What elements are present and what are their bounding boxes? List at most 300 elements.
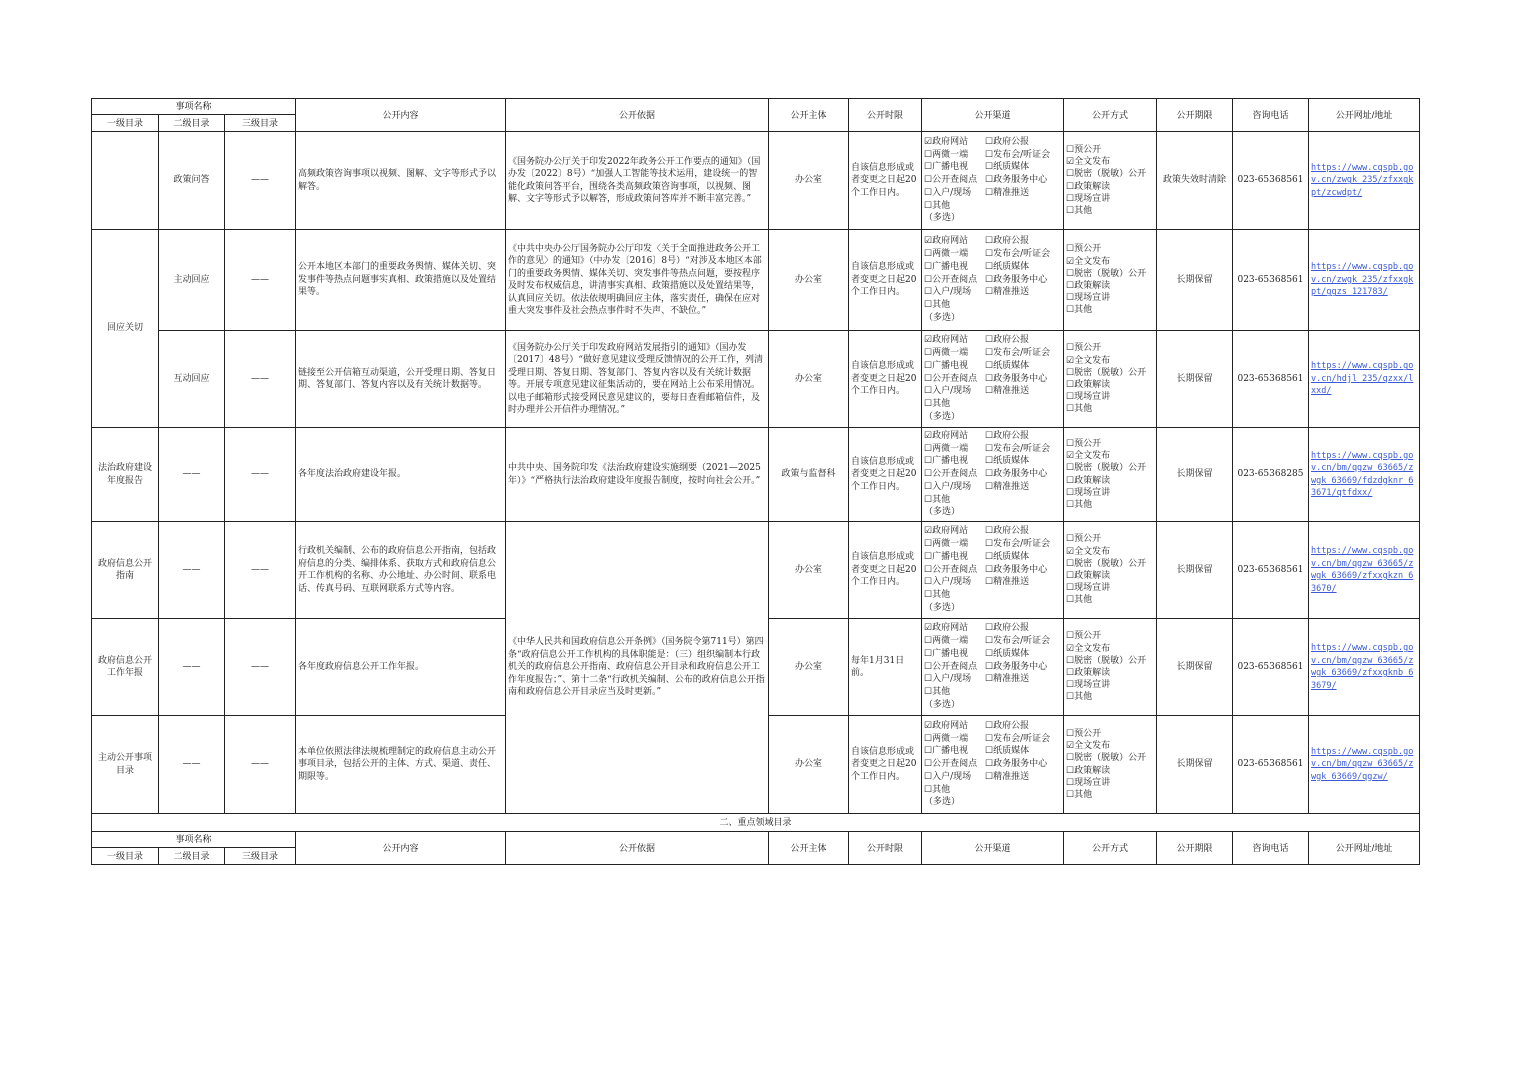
channel-option-service: [985, 564, 1047, 577]
channel-label: 政务服务中心: [993, 759, 1048, 770]
content-header: 公开内容: [296, 99, 506, 132]
checkbox-icon: ☐: [924, 360, 933, 371]
url-cell: [1309, 132, 1420, 230]
method-label: 预公开: [1074, 144, 1102, 155]
channel-label: 纸质媒体: [993, 360, 1030, 371]
method-option-pre: [1066, 144, 1154, 156]
method-label: 现场宣讲: [1074, 777, 1111, 788]
subject-header: 公开主体: [769, 99, 849, 132]
multi-select-note: （多选）: [924, 602, 961, 613]
time-limit-header: 公开时限: [849, 99, 922, 132]
channel-label: 精准推送: [993, 287, 1030, 298]
level1-cell: 政府信息公开工作年报: [92, 619, 159, 716]
checkbox-icon: ☐: [924, 386, 933, 397]
level2-cell: ——: [159, 716, 225, 814]
channel-label: 精准推送: [993, 481, 1030, 492]
channel-checklist: [924, 235, 1061, 325]
channel-label: 政府网站: [932, 526, 969, 537]
period-cell: 长期保留: [1157, 230, 1233, 331]
checkbox-icon: ☐: [985, 526, 994, 537]
period-cell: 长期保留: [1157, 522, 1233, 619]
channel-label: 其他: [932, 784, 951, 795]
channel-option-push: [985, 481, 1029, 494]
channel-label: 政府网站: [932, 720, 969, 731]
checkbox-icon: ☐: [985, 187, 994, 198]
channel-option-push: [985, 771, 1029, 784]
channel-option-paper: [985, 360, 1029, 373]
checked-box-icon: ☑: [1066, 451, 1075, 462]
checkbox-icon: ☐: [924, 494, 933, 505]
url-header: 公开网址/地址: [1309, 99, 1420, 132]
channel-label: 政府公报: [993, 236, 1030, 247]
checkbox-icon: ☐: [985, 539, 994, 549]
checked-box-icon: ☑: [1066, 157, 1075, 168]
channel-label: 两微一端: [932, 636, 969, 646]
channel-label: 公开查阅点: [932, 661, 978, 672]
time-limit-header: 公开时限: [849, 832, 922, 865]
checkbox-icon: ☐: [924, 784, 933, 795]
method-cell: [1064, 331, 1157, 428]
checkbox-icon: ☐: [924, 456, 933, 467]
channel-label: 两微一端: [932, 443, 969, 454]
channel-option-other: [924, 784, 1061, 797]
checkbox-icon: ☐: [1066, 463, 1075, 474]
channel-label: 发布会/听证会: [993, 149, 1051, 160]
method-label: 其他: [1074, 595, 1093, 606]
method-label: 现场宣讲: [1074, 392, 1111, 403]
channel-header: 公开渠道: [922, 832, 1064, 865]
channel-option-press: [985, 733, 1050, 746]
checkbox-icon: ☐: [1066, 777, 1075, 788]
checkbox-icon: ☐: [924, 539, 933, 549]
channel-option-paper: [985, 161, 1029, 174]
channel-label: 纸质媒体: [993, 648, 1030, 659]
channel-option-paper: [985, 551, 1029, 564]
method-option-desens: [1066, 462, 1154, 474]
method-label: 政策解读: [1074, 475, 1111, 486]
checkbox-icon: ☐: [1066, 765, 1075, 776]
channel-label: 政府网站: [932, 136, 969, 147]
channel-option-gov-gazette: [985, 235, 1029, 248]
channel-option-broadcast: [924, 551, 985, 564]
basis-cell: 《中共中央办公厅国务院办公厅印发〈关于全面推进政务公开工作的意见〉的通知》（中办发〔2016〕8号）“对涉及本地区本部门的重要政务舆情、媒体关切、突发事件等热点问题，要按程序及时发布权威信息，讲清事实真相、政策措施以及处置结果等，认真回应关切。依法依规明确回应主体，落实责任，确保在应对重大突发事件及社会热点事件时不失声、不缺位。”: [506, 230, 769, 331]
checkbox-icon: ☐: [1066, 343, 1075, 354]
method-option-full: [1066, 740, 1154, 752]
channel-option-service: [985, 373, 1047, 386]
phone-header: 咨询电话: [1233, 832, 1309, 865]
content-cell: 各年度法治政府建设年报。: [296, 428, 506, 522]
content-header: 公开内容: [296, 832, 506, 865]
checkbox-icon: ☐: [985, 386, 994, 397]
channel-option-paper: [985, 261, 1029, 274]
checkbox-icon: ☐: [924, 746, 933, 757]
subject-cell: 办公室: [769, 522, 849, 619]
channel-option-gov-gazette: [985, 334, 1029, 347]
channel-label: 精准推送: [993, 771, 1030, 782]
checkbox-icon: ☐: [1066, 728, 1075, 739]
method-label: 脱密（脱敏）公开: [1074, 655, 1147, 666]
channel-option-two-wei: [924, 538, 985, 551]
checkbox-icon: ☐: [985, 348, 994, 358]
channel-label: 发布会/听证会: [993, 733, 1051, 744]
channel-option-broadcast: [924, 455, 985, 468]
content-cell: 本单位依照法律法规梳理制定的政府信息主动公开事项目录，包括公开的主体、方式、渠道、责任、期限等。: [296, 716, 506, 814]
checkbox-icon: ☐: [924, 443, 933, 454]
channel-label: 公开查阅点: [932, 175, 978, 186]
checkbox-icon: ☐: [985, 249, 994, 259]
channel-label: 公开查阅点: [932, 373, 978, 384]
table-row: [92, 428, 1420, 522]
checked-box-icon: ☑: [1066, 355, 1075, 366]
method-header: 公开方式: [1064, 832, 1157, 865]
method-option-desens: [1066, 752, 1154, 764]
channel-option-reading: [924, 174, 985, 187]
channel-label: 两微一端: [932, 348, 969, 358]
channel-option-onsite: [924, 771, 985, 784]
channel-label: 政务服务中心: [993, 661, 1048, 672]
section-title: 二、重点领域目录: [92, 814, 1420, 832]
method-option-pre: [1066, 342, 1154, 354]
time-limit-cell: 自该信息形成或者变更之日起20个工作日内。: [849, 331, 922, 428]
method-label: 脱密（脱敏）公开: [1074, 463, 1147, 474]
checkbox-icon: ☐: [1066, 392, 1075, 403]
channel-label: 纸质媒体: [993, 746, 1030, 757]
checkbox-icon: ☐: [1066, 595, 1075, 606]
channel-label: 两微一端: [932, 249, 969, 259]
checkbox-icon: ☐: [1066, 583, 1075, 594]
channel-label: 政府公报: [993, 136, 1030, 147]
method-option-pre: [1066, 438, 1154, 450]
level2-cell: ——: [159, 428, 225, 522]
method-label: 政策解读: [1074, 380, 1111, 390]
subject-cell: 政策与监督科: [769, 428, 849, 522]
channel-option-gov-gazette: [985, 430, 1029, 443]
method-label: 现场宣讲: [1074, 193, 1111, 204]
level1-cell: 政府信息公开指南: [92, 522, 159, 619]
period-cell: 长期保留: [1157, 716, 1233, 814]
channel-option-two-wei: [924, 443, 985, 456]
channel-label: 其他: [932, 200, 951, 211]
channel-option-onsite: [924, 286, 985, 299]
checkbox-icon: ☐: [985, 287, 994, 298]
checkbox-icon: ☐: [985, 469, 994, 480]
channel-label: 政务服务中心: [993, 274, 1048, 285]
channel-label: 公开查阅点: [932, 759, 978, 770]
method-option-onsite: [1066, 391, 1154, 403]
checkbox-icon: ☐: [1066, 475, 1075, 486]
bottom-header-row: [92, 832, 1420, 848]
subject-cell: 办公室: [769, 716, 849, 814]
channel-option-press: [985, 347, 1050, 360]
channel-option-two-wei: [924, 347, 985, 360]
method-cell: [1064, 716, 1157, 814]
method-option-interp: [1066, 280, 1154, 292]
channel-label: 精准推送: [993, 187, 1030, 198]
method-option-full: [1066, 546, 1154, 558]
checkbox-icon: ☐: [1066, 193, 1075, 204]
channel-option-onsite: [924, 187, 985, 200]
checkbox-icon: ☐: [985, 648, 994, 659]
method-option-interp: [1066, 765, 1154, 777]
checkbox-icon: ☐: [1066, 571, 1075, 581]
content-cell: 各年度政府信息公开工作年报。: [296, 619, 506, 716]
channel-cell: [922, 428, 1064, 522]
checkbox-icon: ☐: [1066, 558, 1075, 569]
checkbox-icon: ☐: [924, 636, 933, 646]
method-option-pre: [1066, 630, 1154, 642]
basis-cell: 中共中央、国务院印发《法治政府建设实施纲要（2021—2025年）》“严格执行法治政府建设年度报告制度，按时向社会公开。”: [506, 428, 769, 522]
checked-box-icon: ☑: [924, 335, 933, 346]
channel-option-service: [985, 468, 1047, 481]
level1-cell: 法治政府建设年度报告: [92, 428, 159, 522]
checkbox-icon: ☐: [985, 175, 994, 186]
channel-option-onsite: [924, 673, 985, 686]
checkbox-icon: ☐: [1066, 404, 1075, 415]
channel-label: 广播电视: [932, 162, 969, 173]
channel-label: 精准推送: [993, 577, 1030, 588]
checkbox-icon: ☐: [1066, 380, 1075, 390]
channel-label: 政务服务中心: [993, 373, 1048, 384]
channel-option-onsite: [924, 576, 985, 589]
channel-label: 公开查阅点: [932, 274, 978, 285]
time-limit-cell: 自该信息形成或者变更之日起20个工作日内。: [849, 230, 922, 331]
checkbox-icon: ☐: [985, 136, 994, 147]
checkbox-icon: ☐: [924, 661, 933, 672]
level2-header: 二级目录: [159, 115, 225, 132]
subject-cell: 办公室: [769, 331, 849, 428]
checked-box-icon: ☑: [924, 136, 933, 147]
method-option-other: [1066, 691, 1154, 703]
checkbox-icon: ☐: [924, 759, 933, 770]
checked-box-icon: ☑: [1066, 741, 1075, 752]
period-header: 公开期限: [1157, 99, 1233, 132]
checkbox-icon: ☐: [1066, 205, 1075, 216]
channel-cell: [922, 132, 1064, 230]
channel-label: 公开查阅点: [932, 469, 978, 480]
channel-option-reading: [924, 564, 985, 577]
disclosure-url-link[interactable]: https://www.cqspb.gov.cn/zwgk_235/zfxxgkpt/ggzs_121783/: [1311, 262, 1414, 298]
checked-box-icon: ☑: [1066, 256, 1075, 267]
section-row: [92, 814, 1420, 832]
checkbox-icon: ☐: [985, 674, 994, 685]
method-option-other: [1066, 499, 1154, 511]
method-option-desens: [1066, 168, 1154, 180]
level1-cell: 主动公开事项目录: [92, 716, 159, 814]
channel-option-press: [985, 149, 1050, 162]
channel-option-other: [924, 398, 1061, 411]
channel-label: 广播电视: [932, 261, 969, 272]
channel-checklist: [924, 720, 1061, 810]
channel-option-press: [985, 538, 1050, 551]
method-option-full: [1066, 256, 1154, 268]
multi-select-note: （多选）: [924, 411, 961, 422]
channel-cell: [922, 522, 1064, 619]
checkbox-icon: ☐: [924, 274, 933, 285]
channel-label: 政务服务中心: [993, 564, 1048, 575]
level3-cell: ——: [225, 522, 296, 619]
method-option-other: [1066, 304, 1154, 316]
checkbox-icon: ☐: [1066, 668, 1075, 678]
level2-header: 二级目录: [159, 848, 225, 865]
disclosure-url-link[interactable]: https://www.cqspb.gov.cn/bm/qgzw_63665/zwgk_63669/zfxxgkzn_63670/: [1311, 546, 1414, 594]
channel-label: 其他: [932, 399, 951, 410]
method-label: 预公开: [1074, 244, 1102, 255]
method-option-other: [1066, 205, 1154, 217]
checkbox-icon: ☐: [924, 348, 933, 358]
method-label: 预公开: [1074, 438, 1102, 449]
level2-cell: ——: [159, 522, 225, 619]
channel-option-onsite: [924, 481, 985, 494]
channel-option-other: [924, 686, 1061, 699]
disclosure-url-link[interactable]: https://www.cqspb.gov.cn/bm/qgzw_63665/zwgk_63669/qgzw/: [1311, 746, 1414, 782]
checkbox-icon: ☐: [924, 261, 933, 272]
time-limit-cell: 自该信息形成或者变更之日起20个工作日内。: [849, 428, 922, 522]
subject-cell: 办公室: [769, 230, 849, 331]
disclosure-url-link[interactable]: https://www.cqspb.gov.cn/zwgk_235/zfxxgkpt/zcwdpt/: [1311, 162, 1414, 198]
content-cell: 链接至公开信箱互动渠道，公开受理日期、答复日期、答复部门、答复内容以及有关统计数据等。: [296, 331, 506, 428]
channel-label: 入户/现场: [932, 481, 972, 492]
url-cell: [1309, 522, 1420, 619]
checkbox-icon: ☐: [1066, 655, 1075, 666]
checkbox-icon: ☐: [924, 200, 933, 211]
channel-cell: [922, 619, 1064, 716]
method-label: 脱密（脱敏）公开: [1074, 268, 1147, 279]
checkbox-icon: ☐: [1066, 438, 1075, 449]
method-label: 政策解读: [1074, 765, 1111, 776]
disclosure-url-link[interactable]: https://www.cqspb.gov.cn/hdjl_235/qzxx/lxxd/: [1311, 361, 1414, 397]
multi-select-note: （多选）: [924, 213, 961, 224]
checkbox-icon: ☐: [985, 443, 994, 454]
channel-option-gov-site: [924, 235, 985, 248]
disclosure-url-link[interactable]: https://www.cqspb.gov.cn/bm/qgzw_63665/zwgk_63669/zfxxgknb_63679/: [1311, 643, 1414, 691]
phone-cell: 023-65368561: [1233, 619, 1309, 716]
url-cell: [1309, 230, 1420, 331]
channel-label: 入户/现场: [932, 674, 972, 685]
channel-option-gov-gazette: [985, 525, 1029, 538]
basis-header: 公开依据: [506, 832, 769, 865]
channel-label: 其他: [932, 494, 951, 505]
checkbox-icon: ☐: [1066, 305, 1075, 316]
channel-option-push: [985, 576, 1029, 589]
checked-box-icon: ☑: [924, 623, 933, 634]
checkbox-icon: ☐: [985, 236, 994, 247]
checkbox-icon: ☐: [924, 590, 933, 601]
time-limit-cell: 自该信息形成或者变更之日起20个工作日内。: [849, 522, 922, 619]
table-row: [92, 230, 1420, 331]
method-cell: [1064, 428, 1157, 522]
shared-basis-cell: 《中华人民共和国政府信息公开条例》（国务院令第711号）第四条“政府信息公开工作机构的具体职能是：（三）组织编制本行政机关的政府信息公开指南、政府信息公开目录和政府信息公开工作年度报告；”、第十二条“行政机关编制、公布的政府信息公开指南和政府信息公开目录应当及时更新。”: [506, 522, 769, 814]
method-label: 全文发布: [1074, 451, 1111, 462]
method-label: 政策解读: [1074, 668, 1111, 678]
level3-cell: ——: [225, 619, 296, 716]
checkbox-icon: ☐: [985, 661, 994, 672]
item-name-header: 事项名称: [92, 99, 296, 115]
level1-cell: 回应关切: [92, 230, 159, 428]
channel-label: 其他: [932, 590, 951, 601]
method-option-desens: [1066, 367, 1154, 379]
channel-option-gov-gazette: [985, 136, 1029, 149]
channel-label: 政府公报: [993, 430, 1030, 441]
multi-select-note: （多选）: [924, 312, 961, 323]
channel-option-paper: [985, 455, 1029, 468]
method-label: 现场宣讲: [1074, 583, 1111, 594]
level2-cell: 政策问答: [159, 132, 225, 230]
method-option-pre: [1066, 728, 1154, 740]
channel-label: 纸质媒体: [993, 162, 1030, 173]
phone-cell: 023-65368561: [1233, 132, 1309, 230]
channel-checklist: [924, 525, 1061, 615]
disclosure-url-link[interactable]: https://www.cqspb.gov.cn/bm/qgzw_63665/zwgk_63669/fdzdgknr_63671/qtfdxx/: [1311, 450, 1414, 498]
method-option-onsite: [1066, 777, 1154, 789]
checkbox-icon: ☐: [924, 287, 933, 298]
method-label: 预公开: [1074, 631, 1102, 642]
checkbox-icon: ☐: [924, 149, 933, 160]
channel-option-gov-site: [924, 430, 985, 443]
url-cell: [1309, 619, 1420, 716]
channel-option-push: [985, 673, 1029, 686]
channel-label: 两微一端: [932, 733, 969, 744]
channel-option-push: [985, 187, 1029, 200]
method-option-onsite: [1066, 582, 1154, 594]
method-cell: [1064, 230, 1157, 331]
channel-option-gov-site: [924, 136, 985, 149]
method-option-full: [1066, 355, 1154, 367]
phone-cell: 023-65368561: [1233, 716, 1309, 814]
checkbox-icon: ☐: [1066, 169, 1075, 180]
checkbox-icon: ☐: [1066, 534, 1075, 545]
channel-label: 发布会/听证会: [993, 249, 1051, 259]
time-limit-cell: 自该信息形成或者变更之日起20个工作日内。: [849, 132, 922, 230]
item-name-header: 事项名称: [92, 832, 296, 848]
checkbox-icon: ☐: [1066, 367, 1075, 378]
checkbox-icon: ☐: [985, 746, 994, 757]
channel-label: 广播电视: [932, 551, 969, 562]
checkbox-icon: ☐: [985, 481, 994, 492]
checkbox-icon: ☐: [924, 300, 933, 311]
channel-label: 精准推送: [993, 386, 1030, 397]
checkbox-icon: ☐: [985, 274, 994, 285]
channel-label: 发布会/听证会: [993, 348, 1051, 358]
channel-option-two-wei: [924, 635, 985, 648]
multi-select-note: （多选）: [924, 699, 961, 710]
channel-option-press: [985, 443, 1050, 456]
checkbox-icon: ☐: [985, 720, 994, 731]
channel-label: 政府公报: [993, 720, 1030, 731]
checkbox-icon: ☐: [985, 373, 994, 384]
method-option-onsite: [1066, 193, 1154, 205]
period-cell: 政策失效时清除: [1157, 132, 1233, 230]
channel-label: 公开查阅点: [932, 564, 978, 575]
checked-box-icon: ☑: [924, 236, 933, 247]
channel-cell: [922, 331, 1064, 428]
method-label: 其他: [1074, 789, 1093, 800]
method-cell: [1064, 619, 1157, 716]
checkbox-icon: ☐: [985, 771, 994, 782]
checkbox-icon: ☐: [924, 469, 933, 480]
channel-option-broadcast: [924, 161, 985, 174]
url-cell: [1309, 428, 1420, 522]
channel-option-gov-site: [924, 720, 985, 733]
channel-option-service: [985, 174, 1047, 187]
method-cell: [1064, 132, 1157, 230]
channel-option-other: [924, 200, 1061, 213]
channel-label: 广播电视: [932, 746, 969, 757]
method-label: 脱密（脱敏）公开: [1074, 367, 1147, 378]
multi-select-note: （多选）: [924, 507, 961, 518]
checkbox-icon: ☐: [1066, 293, 1075, 304]
level3-header: 三级目录: [225, 848, 296, 865]
content-cell: 公开本地区本部门的重要政务舆情、媒体关切、突发事件等热点问题事实真相、政策措施以及处置结果等。: [296, 230, 506, 331]
